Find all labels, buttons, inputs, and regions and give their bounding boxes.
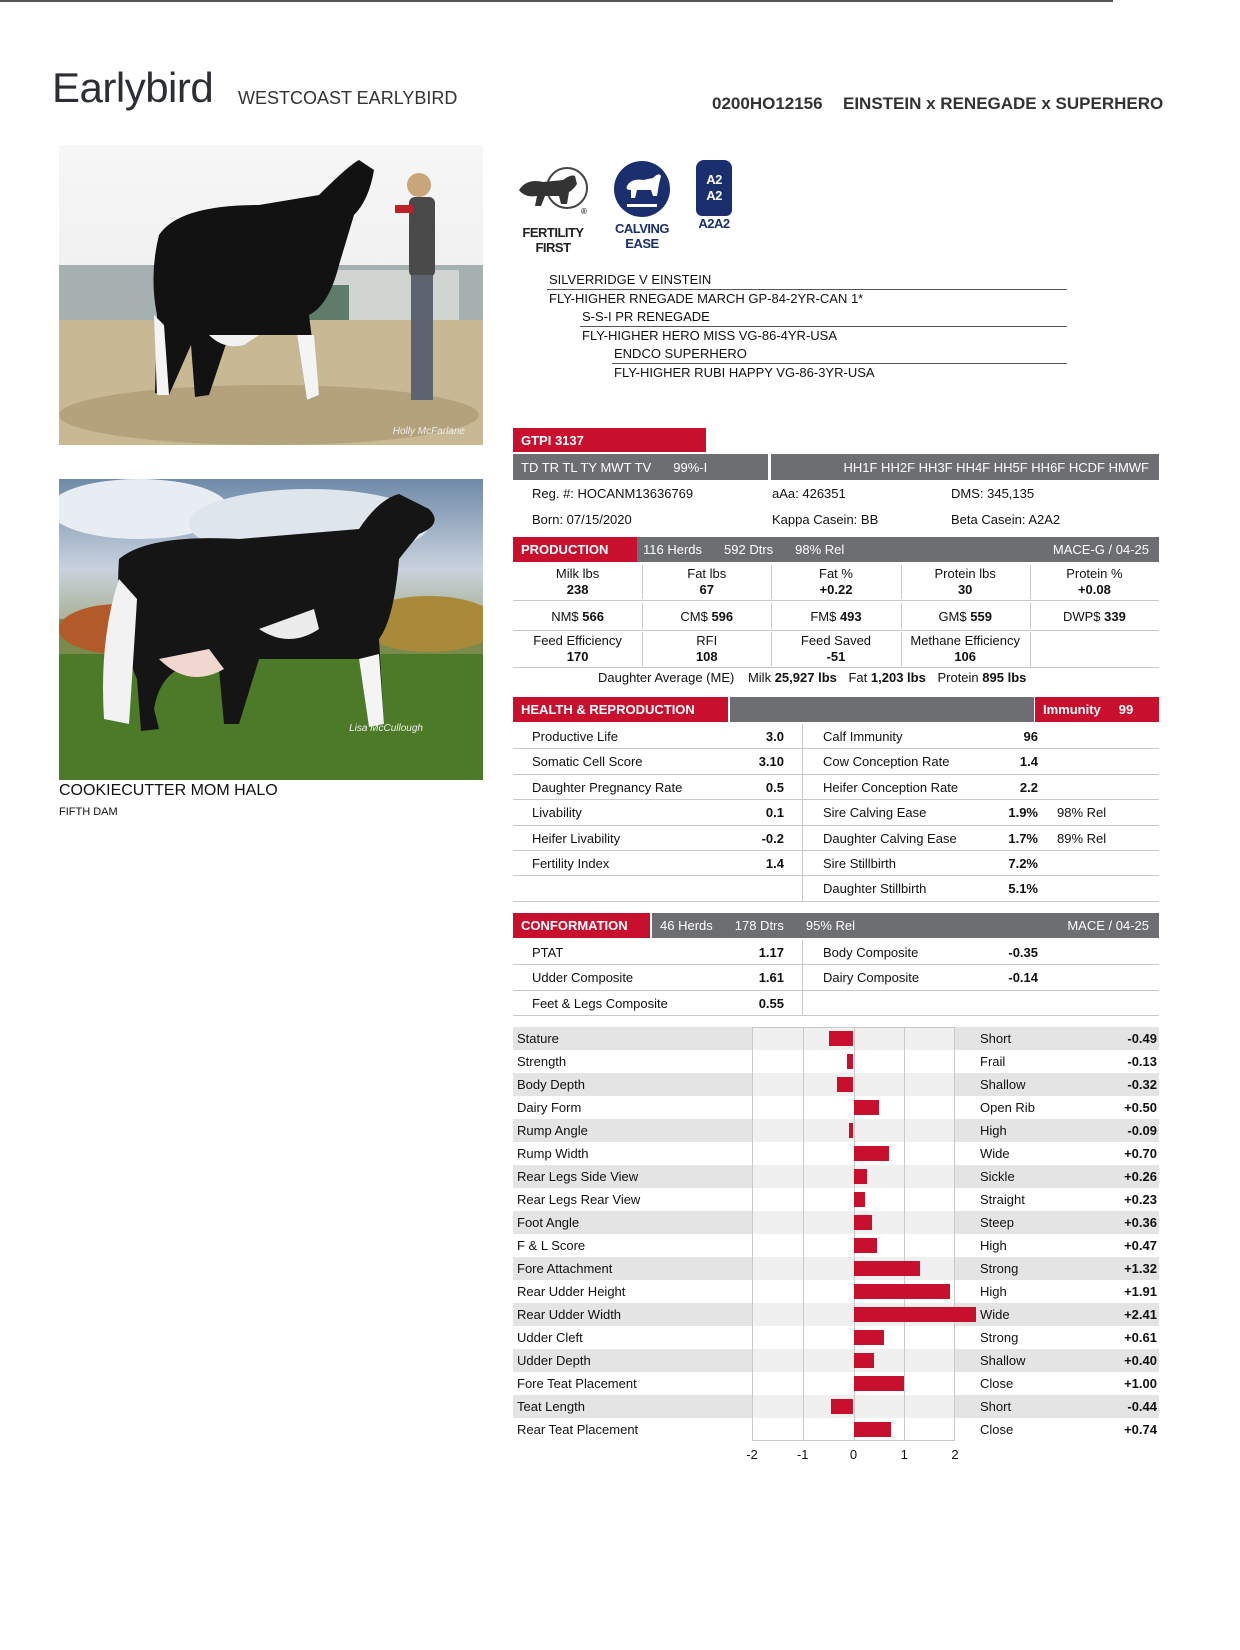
health-label: Sire Calving Ease bbox=[823, 805, 927, 821]
pedigree-great-granddam: FLY-HIGHER RUBI HAPPY VG-86-3YR-USA bbox=[614, 365, 875, 380]
linear-value: +0.23 bbox=[1124, 1192, 1157, 1207]
fertility-first-logo: ® FERTILITY FIRST bbox=[512, 160, 594, 255]
linear-descriptor: Shallow bbox=[980, 1077, 1026, 1092]
linear-descriptor: High bbox=[980, 1123, 1007, 1138]
axis-tick-label: 2 bbox=[951, 1447, 959, 1462]
efficiency-value: -51 bbox=[826, 649, 846, 664]
index-cell: CM$ 596 bbox=[680, 609, 734, 624]
health-value: 96 bbox=[1023, 729, 1038, 744]
bull-icon bbox=[515, 160, 591, 222]
index-cell: NM$ 566 bbox=[551, 609, 604, 624]
linear-trait-label: Teat Length bbox=[517, 1399, 585, 1414]
birth-date: Born: 07/15/2020 bbox=[532, 512, 632, 527]
dam-label: FIFTH DAM bbox=[59, 806, 118, 818]
aaa-code: aAa: 426351 bbox=[772, 486, 846, 501]
row-divider bbox=[513, 875, 1159, 876]
linear-trait-label: F & L Score bbox=[517, 1238, 586, 1253]
header-divider bbox=[0, 0, 1113, 2]
linear-bar bbox=[831, 1399, 853, 1414]
conformation-title: CONFORMATION bbox=[513, 913, 650, 938]
row-divider bbox=[513, 1015, 1159, 1016]
linear-bar bbox=[854, 1192, 866, 1207]
health-value: 0.5 bbox=[765, 779, 784, 795]
linear-bar bbox=[854, 1330, 885, 1345]
row-divider bbox=[513, 799, 1159, 800]
linear-bar bbox=[854, 1215, 872, 1230]
production-label: Protein lbs bbox=[934, 566, 996, 581]
linear-value: +0.47 bbox=[1124, 1238, 1157, 1253]
production-bar: 116 Herds 592 Dtrs 98% Rel MACE-G / 04-25 bbox=[637, 537, 1159, 562]
dam-name: COOKIECUTTER MOM HALO bbox=[59, 782, 278, 799]
production-label: Protein % bbox=[1066, 566, 1123, 581]
index-cell: GM$ 559 bbox=[938, 609, 992, 624]
linear-descriptor: Short bbox=[980, 1399, 1012, 1414]
beta-casein: Beta Casein: A2A2 bbox=[951, 512, 1061, 527]
pedigree-granddam: FLY-HIGHER HERO MISS VG-86-4YR-USA bbox=[582, 328, 837, 343]
calving-ease-logo: CALVING EASE bbox=[606, 160, 678, 251]
linear-descriptor: Frail bbox=[980, 1054, 1006, 1069]
row-divider bbox=[513, 748, 1159, 749]
production-value: +0.08 bbox=[1077, 582, 1111, 597]
linear-bar bbox=[849, 1123, 854, 1138]
row-divider bbox=[513, 630, 1159, 631]
linear-descriptor: Strong bbox=[980, 1261, 1019, 1276]
linear-value: +2.41 bbox=[1124, 1307, 1157, 1322]
linear-value: -0.13 bbox=[1127, 1054, 1157, 1069]
production-value: 67 bbox=[699, 582, 715, 597]
linear-descriptor: Shallow bbox=[980, 1353, 1026, 1368]
linear-descriptor: Close bbox=[980, 1376, 1014, 1391]
linear-bar bbox=[854, 1284, 951, 1299]
efficiency-label: Feed Saved bbox=[800, 633, 872, 648]
production-value: 238 bbox=[566, 582, 589, 597]
linear-descriptor: Wide bbox=[980, 1146, 1010, 1161]
linear-trait-label: Dairy Form bbox=[517, 1100, 582, 1115]
photo-credit: Holly McFarlane bbox=[392, 426, 465, 437]
linear-bar bbox=[847, 1054, 854, 1069]
calf-icon bbox=[613, 160, 671, 218]
health-value: 0.1 bbox=[765, 805, 784, 821]
linear-bar bbox=[854, 1261, 921, 1276]
efficiency-value: 108 bbox=[695, 649, 718, 664]
a2a2-logo: A2 A2 A2A2 bbox=[688, 160, 740, 231]
row-divider bbox=[513, 850, 1159, 851]
haplotypes-bar: HH1F HH2F HH3F HH4F HH5F HH6F HCDF HMWF bbox=[771, 454, 1159, 480]
health-label: Heifer Conception Rate bbox=[823, 779, 959, 795]
linear-trait-label: Fore Attachment bbox=[517, 1261, 613, 1276]
pedigree-dam: FLY-HIGHER RNEGADE MARCH GP-84-2YR-CAN 1* bbox=[549, 291, 864, 306]
health-value: 7.2% bbox=[1008, 856, 1038, 871]
linear-value: +0.26 bbox=[1124, 1169, 1157, 1184]
health-value: 1.4 bbox=[1019, 754, 1038, 770]
linear-trait-label: Rump Angle bbox=[517, 1123, 588, 1138]
traits-bar-left: TD TR TL TY MWT TV 99%-I bbox=[513, 454, 768, 480]
health-label: Cow Conception Rate bbox=[823, 754, 950, 770]
health-label: Heifer Livability bbox=[532, 830, 621, 846]
axis-tick-label: 0 bbox=[849, 1447, 858, 1462]
production-value: 30 bbox=[957, 582, 973, 597]
health-value: -0.2 bbox=[761, 830, 784, 846]
linear-bar bbox=[854, 1422, 892, 1437]
conformation-value: 1.61 bbox=[758, 970, 784, 986]
linear-descriptor: Wide bbox=[980, 1307, 1010, 1322]
linear-value: +0.36 bbox=[1124, 1215, 1157, 1230]
linear-trait-label: Body Depth bbox=[517, 1077, 585, 1092]
conformation-label: PTAT bbox=[532, 945, 564, 960]
linear-value: +0.50 bbox=[1124, 1100, 1157, 1115]
row-divider bbox=[513, 774, 1159, 775]
conformation-value: -0.14 bbox=[1008, 970, 1038, 986]
health-value: 5.1% bbox=[1008, 881, 1038, 897]
conformation-value: 1.17 bbox=[758, 945, 784, 960]
linear-bar bbox=[854, 1169, 867, 1184]
linear-trait-label: Rump Width bbox=[517, 1146, 589, 1161]
linear-trait-label: Strength bbox=[517, 1054, 567, 1069]
efficiency-label: Feed Efficiency bbox=[533, 633, 622, 648]
index-cell: FM$ 493 bbox=[810, 609, 862, 624]
linear-descriptor: Straight bbox=[980, 1192, 1025, 1207]
registered-name: WESTCOAST EARLYBIRD bbox=[238, 88, 458, 108]
health-label: Fertility Index bbox=[532, 856, 610, 871]
row-divider bbox=[513, 600, 1159, 601]
health-value: 1.7% bbox=[1008, 830, 1038, 846]
conformation-label: Feet & Legs Composite bbox=[532, 995, 668, 1011]
bull-photo bbox=[59, 145, 483, 445]
linear-value: +1.32 bbox=[1124, 1261, 1157, 1276]
linear-value: -0.32 bbox=[1127, 1077, 1157, 1092]
linear-value: -0.09 bbox=[1127, 1123, 1157, 1138]
gtpi-badge: GTPI 3137 bbox=[513, 428, 706, 452]
row-divider bbox=[513, 667, 1159, 668]
linear-descriptor: Sickle bbox=[980, 1169, 1015, 1184]
health-label: Somatic Cell Score bbox=[532, 754, 643, 770]
bull-name: Earlybird bbox=[52, 64, 214, 111]
production-title: PRODUCTION bbox=[513, 537, 637, 562]
linear-value: +0.40 bbox=[1124, 1353, 1157, 1368]
linear-value: -0.44 bbox=[1127, 1399, 1157, 1414]
linear-bar bbox=[854, 1307, 976, 1322]
linear-descriptor: Strong bbox=[980, 1330, 1019, 1345]
pedigree-summary: EINSTEIN x RENEGADE x SUPERHERO bbox=[843, 94, 1164, 113]
svg-text:®: ® bbox=[581, 207, 587, 216]
linear-value: +0.61 bbox=[1124, 1330, 1157, 1345]
linear-trait-label: Rear Legs Rear View bbox=[517, 1192, 641, 1207]
production-label: Milk lbs bbox=[555, 566, 600, 581]
production-value: +0.22 bbox=[819, 582, 853, 597]
health-rel: 98% Rel bbox=[1057, 805, 1107, 821]
health-label: Daughter Pregnancy Rate bbox=[532, 779, 683, 795]
health-title: HEALTH & REPRODUCTION bbox=[513, 697, 728, 722]
dam-photo bbox=[59, 479, 483, 780]
linear-descriptor: Short bbox=[980, 1031, 1012, 1046]
linear-bar bbox=[854, 1238, 878, 1253]
linear-descriptor: Close bbox=[980, 1422, 1014, 1437]
linear-bar bbox=[854, 1376, 905, 1391]
row-divider bbox=[513, 825, 1159, 826]
row-divider bbox=[513, 964, 1159, 965]
row-divider bbox=[513, 901, 1159, 902]
linear-bar bbox=[854, 1100, 879, 1115]
conformation-value: -0.35 bbox=[1008, 945, 1038, 960]
health-rel: 89% Rel bbox=[1057, 830, 1107, 846]
linear-value: +1.91 bbox=[1124, 1284, 1157, 1299]
axis-tick-label: -1 bbox=[796, 1447, 809, 1462]
health-label: Sire Stillbirth bbox=[823, 856, 896, 871]
row-divider bbox=[513, 990, 1159, 991]
conformation-label: Body Composite bbox=[823, 945, 919, 960]
linear-bar bbox=[837, 1077, 853, 1092]
linear-trait-label: Fore Teat Placement bbox=[517, 1376, 637, 1391]
health-bar bbox=[730, 697, 1034, 722]
gridline bbox=[803, 1027, 804, 1441]
index-cell: DWP$ 339 bbox=[1062, 609, 1126, 624]
linear-value: +1.00 bbox=[1124, 1376, 1157, 1391]
efficiency-value: 106 bbox=[954, 649, 977, 664]
axis-tick-label: -2 bbox=[746, 1447, 758, 1462]
daughter-average: Daughter Average (ME) Milk 25,927 lbs Fat 1,203 lbs Protein 895 lbs bbox=[598, 670, 1027, 685]
photo-credit: Lisa McCullough bbox=[349, 723, 423, 734]
efficiency-label: RFI bbox=[696, 633, 718, 648]
efficiency-label: Methane Efficiency bbox=[910, 633, 1020, 648]
efficiency-value: 170 bbox=[566, 649, 589, 664]
linear-descriptor: Open Rib bbox=[980, 1100, 1035, 1115]
immunity-badge: Immunity 99 bbox=[1035, 697, 1159, 722]
health-label: Daughter Stillbirth bbox=[823, 881, 927, 897]
production-label: Fat % bbox=[819, 566, 853, 581]
health-value: 1.9% bbox=[1008, 805, 1038, 821]
dms-code: DMS: 345,135 bbox=[951, 486, 1035, 501]
health-value: 3.0 bbox=[765, 729, 784, 744]
linear-trait-label: Rear Udder Width bbox=[517, 1307, 622, 1322]
health-label: Productive Life bbox=[532, 729, 618, 744]
linear-trait-label: Udder Cleft bbox=[517, 1330, 583, 1345]
linear-value: +0.74 bbox=[1124, 1422, 1157, 1437]
health-value: 3.10 bbox=[758, 754, 784, 770]
linear-descriptor: High bbox=[980, 1238, 1007, 1253]
linear-trait-label: Foot Angle bbox=[517, 1215, 580, 1230]
health-value: 2.2 bbox=[1019, 779, 1038, 795]
col-divider bbox=[802, 940, 803, 1016]
conformation-label: Dairy Composite bbox=[823, 970, 920, 986]
pedigree-sire: SILVERRIDGE V EINSTEIN bbox=[549, 272, 712, 287]
naab-code: 0200HO12156 bbox=[712, 94, 823, 113]
linear-bar bbox=[829, 1031, 854, 1046]
health-label: Calf Immunity bbox=[823, 729, 903, 744]
linear-descriptor: High bbox=[980, 1284, 1007, 1299]
col-divider bbox=[1030, 632, 1031, 666]
linear-trait-label: Rear Teat Placement bbox=[517, 1422, 639, 1437]
pedigree-mgs: S-S-I PR RENEGADE bbox=[582, 309, 710, 324]
linear-trait-label: Udder Depth bbox=[517, 1353, 591, 1368]
production-label: Fat lbs bbox=[687, 566, 727, 581]
health-label: Livability bbox=[532, 805, 582, 821]
linear-bar bbox=[854, 1353, 874, 1368]
linear-trait-label: Stature bbox=[517, 1031, 559, 1046]
reg-number: Reg. #: HOCANM13636769 bbox=[532, 486, 694, 501]
linear-value: -0.49 bbox=[1127, 1031, 1157, 1046]
linear-descriptor: Steep bbox=[980, 1215, 1014, 1230]
milk-bottle-icon: A2 A2 bbox=[696, 160, 732, 216]
linear-trait-label: Rear Legs Side View bbox=[517, 1169, 639, 1184]
conformation-bar: 46 Herds 178 Dtrs 95% Rel MACE / 04-25 bbox=[652, 913, 1159, 938]
conformation-value: 0.55 bbox=[758, 995, 784, 1011]
health-value: 1.4 bbox=[765, 856, 784, 871]
linear-value: +0.70 bbox=[1124, 1146, 1157, 1161]
conformation-label: Udder Composite bbox=[532, 970, 634, 986]
axis-tick-label: 1 bbox=[900, 1447, 908, 1462]
linear-trait-label: Rear Udder Height bbox=[517, 1284, 626, 1299]
gridline bbox=[904, 1027, 905, 1441]
health-label: Daughter Calving Ease bbox=[823, 830, 957, 846]
kappa-casein: Kappa Casein: BB bbox=[772, 512, 879, 527]
pedigree-mggs: ENDCO SUPERHERO bbox=[614, 346, 747, 361]
linear-bar bbox=[854, 1146, 890, 1161]
